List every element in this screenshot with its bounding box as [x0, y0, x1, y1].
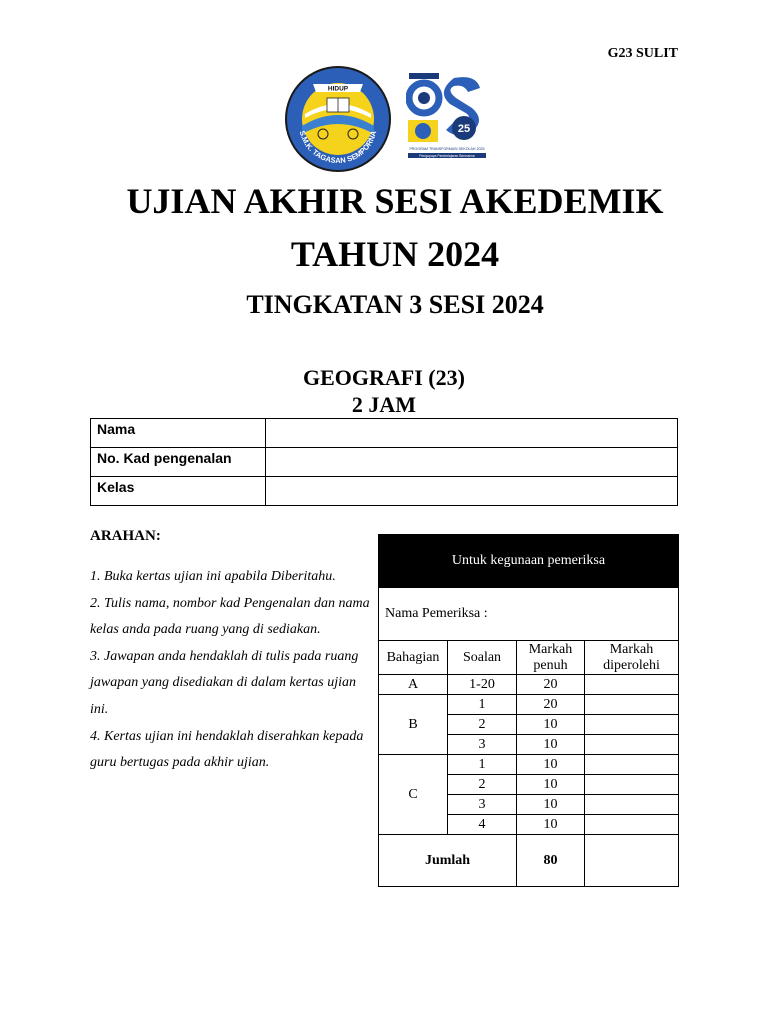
table-row [379, 755, 679, 775]
markah-diperolehi-cell[interactable] [585, 715, 679, 735]
markah-diperolehi-cell[interactable] [585, 675, 679, 695]
ts25-number: 25 [457, 123, 471, 135]
school-logo [283, 64, 393, 174]
markah-diperolehi-cell[interactable] [585, 775, 679, 795]
student-info-table [90, 418, 678, 506]
exam-title-line1: UJIAN AKHIR SESI AKEDEMIK [126, 181, 664, 221]
soalan-cell: 2 [448, 775, 517, 795]
school-logo-ring-text: S.M.K. TAGASAN SEMPORNA [297, 129, 379, 166]
soalan-cell: 2 [448, 715, 517, 735]
total-label: Jumlah [379, 835, 517, 887]
ts25-subtext: Pengupaya Pembelajaran Bermakna [419, 154, 475, 158]
col-markah-diperolehi: Markah diperolehi [585, 641, 679, 675]
markah-cell: 10 [517, 735, 585, 755]
soalan-cell: 1-20 [448, 675, 517, 695]
soalan-cell: 3 [448, 795, 517, 815]
markah-diperolehi-cell[interactable] [585, 795, 679, 815]
soalan-cell: 1 [448, 695, 517, 715]
section-b: B [379, 695, 448, 755]
markah-cell: 10 [517, 795, 585, 815]
instruction-item: 2. Tulis nama, nombor kad Pengenalan dan nama kelas anda pada ruang yang di sediakan. [90, 595, 370, 638]
student-info-row [91, 419, 678, 448]
col-markah-penuh: Markah penuh [517, 641, 585, 675]
student-ic-label: No. Kad pengenalan [91, 448, 266, 477]
col-bahagian: Bahagian [379, 641, 448, 675]
subject-title: GEOGRAFI (23) [303, 365, 465, 390]
instruction-item: 3. Jawapan anda hendaklah di tulis pada ruang jawapan yang disediakan di dalam kertas ujian ini. [90, 648, 359, 717]
markah-cell: 10 [517, 775, 585, 795]
exam-form-session: TINGKATAN 3 SESI 2024 [246, 290, 544, 319]
table-row [379, 695, 679, 715]
examiner-table-header: Untuk kegunaan pemeriksa [379, 535, 679, 588]
markah-diperolehi-cell[interactable] [585, 815, 679, 835]
duration: 2 JAM [351, 392, 417, 417]
student-class-field[interactable] [266, 477, 678, 506]
markah-cell: 20 [517, 695, 585, 715]
markah-diperolehi-cell[interactable] [585, 695, 679, 715]
student-class-label: Kelas [91, 477, 266, 506]
student-info-row [91, 448, 678, 477]
col-soalan: Soalan [448, 641, 517, 675]
student-ic-field[interactable] [266, 448, 678, 477]
soalan-cell: 1 [448, 755, 517, 775]
markah-cell: 10 [517, 815, 585, 835]
examiner-name-field[interactable]: Nama Pemeriksa : [379, 588, 679, 641]
total-value: 80 [517, 835, 585, 887]
school-logo-top-text: HIDUP [327, 85, 349, 93]
student-name-field[interactable] [266, 419, 678, 448]
section-a: A [379, 675, 448, 695]
markah-diperolehi-cell[interactable] [585, 735, 679, 755]
markah-diperolehi-cell[interactable] [585, 755, 679, 775]
exam-title-line2: TAHUN 2024 [290, 234, 500, 274]
total-row [379, 835, 679, 887]
instruction-item: 1. Buka kertas ujian ini apabila Diberitahu. [90, 569, 336, 584]
ts25-logo [406, 70, 488, 160]
ts25-text: PROGRAM TRANSFORMASI SEKOLAH 2025 [409, 147, 485, 151]
total-obtained-cell[interactable] [585, 835, 679, 887]
soalan-cell: 4 [448, 815, 517, 835]
section-c: C [379, 755, 448, 835]
instruction-item: 4. Kertas ujian ini hendaklah diserahkan kepada guru bertugas pada akhir ujian. [90, 728, 364, 771]
instructions-list [90, 564, 370, 777]
paper-code: G23 SULIT [607, 46, 678, 61]
markah-cell: 20 [517, 675, 585, 695]
markah-cell: 10 [517, 715, 585, 735]
student-name-label: Nama [91, 419, 266, 448]
examiner-table [378, 534, 679, 887]
instructions-heading: ARAHAN: [90, 528, 161, 544]
student-info-row [91, 477, 678, 506]
soalan-cell: 3 [448, 735, 517, 755]
markah-cell: 10 [517, 755, 585, 775]
table-row [379, 675, 679, 695]
